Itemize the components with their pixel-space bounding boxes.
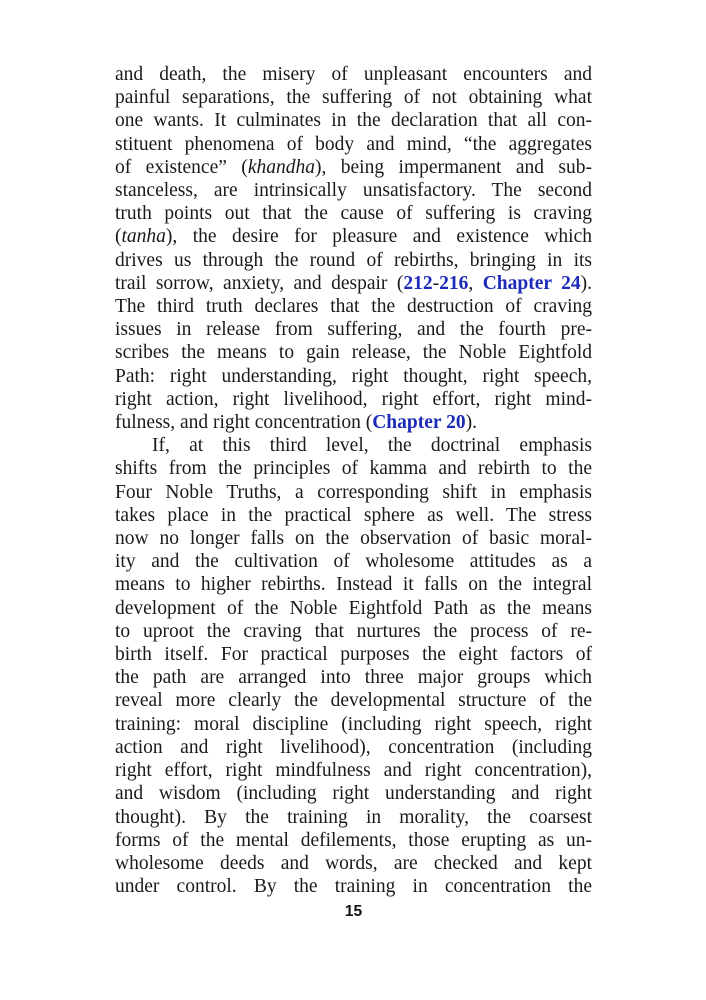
text-segment: Path: right understanding, right thought, right speech, [115,365,592,387]
text-segment: ). [465,412,477,434]
text-segment: takes place in the practical sphere as well. The stress [115,504,592,526]
text-segment: shifts from the principles of kamma and rebirth to the [115,458,592,480]
text-segment: reveal more clearly the developmental structure of the [115,690,592,712]
text-line [115,782,592,805]
text-segment: to uproot the craving that nurtures the process of re- [115,620,592,642]
cross-reference-link[interactable]: Chapter 20 [372,412,466,434]
text-segment: issues in release from suffering, and the fourth pre- [115,319,592,341]
text-segment: If, at this third level, the doctrinal emphasis [152,435,592,457]
text-line [115,620,592,643]
text-segment: forms of the mental defilements, those erupting as un- [115,829,592,851]
text-segment: thought). By the training in morality, the coarsest [115,806,592,828]
text-line [115,295,592,318]
text-line [115,875,592,898]
text-line [115,689,592,712]
text-line [115,109,592,132]
text-segment: drives us through the round of rebirths, bringing in its [115,249,592,271]
text-line [115,852,592,875]
page-number: 15 [344,903,363,920]
text-line [115,86,592,109]
text-line [115,156,592,179]
pali-term: khandha [247,156,315,178]
text-line [115,411,592,434]
text-line [115,504,592,527]
text-segment: means to higher rebirths. Instead it falls on the integral [115,574,592,596]
text-segment: birth itself. For practical purposes the eight factors of [115,644,592,666]
text-segment: of existence” ( [115,156,248,178]
text-line [115,759,592,782]
text-segment: stituent phenomena of body and mind, “the aggregates [115,133,592,155]
text-segment: trail sorrow, anxiety, and despair ( [115,272,404,294]
text-segment: under control. By the training in concentration the [115,876,592,898]
text-segment: ), being impermanent and sub- [314,156,593,178]
text-segment: painful separations, the suffering of not obtaining what [115,87,592,109]
text-line [115,388,592,411]
text-segment: right action, right livelihood, right effort, right mind- [115,388,592,410]
text-line [115,643,592,666]
text-line [115,63,592,86]
text-segment: , [468,272,483,294]
text-line [115,202,592,225]
text-segment: one wants. It culminates in the declaration that all con- [115,110,592,132]
pali-term: tanha [121,226,166,248]
text-line [115,597,592,620]
text-line [115,829,592,852]
paragraph [115,434,592,898]
text-segment: ). [580,272,592,294]
text-line [115,434,592,457]
text-line [115,341,592,364]
text-segment: scribes the means to gain release, the Noble Eightfold [115,342,592,364]
text-segment: right effort, right mindfulness and right concentration), [115,760,592,782]
text-line [115,249,592,272]
cross-reference-link[interactable]: 216 [439,272,469,294]
text-line [115,179,592,202]
text-line [115,527,592,550]
text-segment: truth points out that the cause of suffering is craving [115,203,592,225]
text-line [115,573,592,596]
text-segment: and death, the misery of unpleasant encounters and [115,64,592,85]
text-segment: ( [115,226,122,248]
text-segment: - [432,272,440,294]
text-line [115,666,592,689]
text-segment: training: moral discipline (including right speech, right [115,713,592,735]
text-segment: fulness, and right concentration ( [115,412,373,434]
text-segment: ), the desire for pleasure and existence which [165,226,592,248]
text-segment: and wisdom (including right understanding and right [115,783,592,805]
text-segment: wholesome deeds and words, are checked and kept [115,852,592,874]
text-segment: now no longer falls on the observation of basic moral- [115,528,592,550]
cross-reference-link[interactable]: Chapter 24 [482,272,581,294]
text-segment: Four Noble Truths, a corresponding shift in emphasis [115,481,592,503]
text-line [115,550,592,573]
text-segment: stanceless, are intrinsically unsatisfactory. The second [115,180,592,202]
text-line [115,457,592,480]
text-segment: action and right livelihood), concentration (including [115,736,592,758]
text-line [115,736,592,759]
text-line [115,133,592,156]
text-line [115,272,592,295]
text-block [115,63,592,898]
text-line [115,225,592,248]
text-line [115,713,592,736]
text-line [115,806,592,829]
text-line [115,365,592,388]
text-segment: development of the Noble Eightfold Path as the means [115,597,592,619]
text-line [115,481,592,504]
paragraph [115,63,592,434]
cross-reference-link[interactable]: 212 [403,272,433,294]
text-segment: ity and the cultivation of wholesome attitudes as a [115,551,592,573]
text-segment: the path are arranged into three major groups which [115,667,592,689]
text-segment: The third truth declares that the destruction of craving [115,296,592,318]
text-line [115,318,592,341]
